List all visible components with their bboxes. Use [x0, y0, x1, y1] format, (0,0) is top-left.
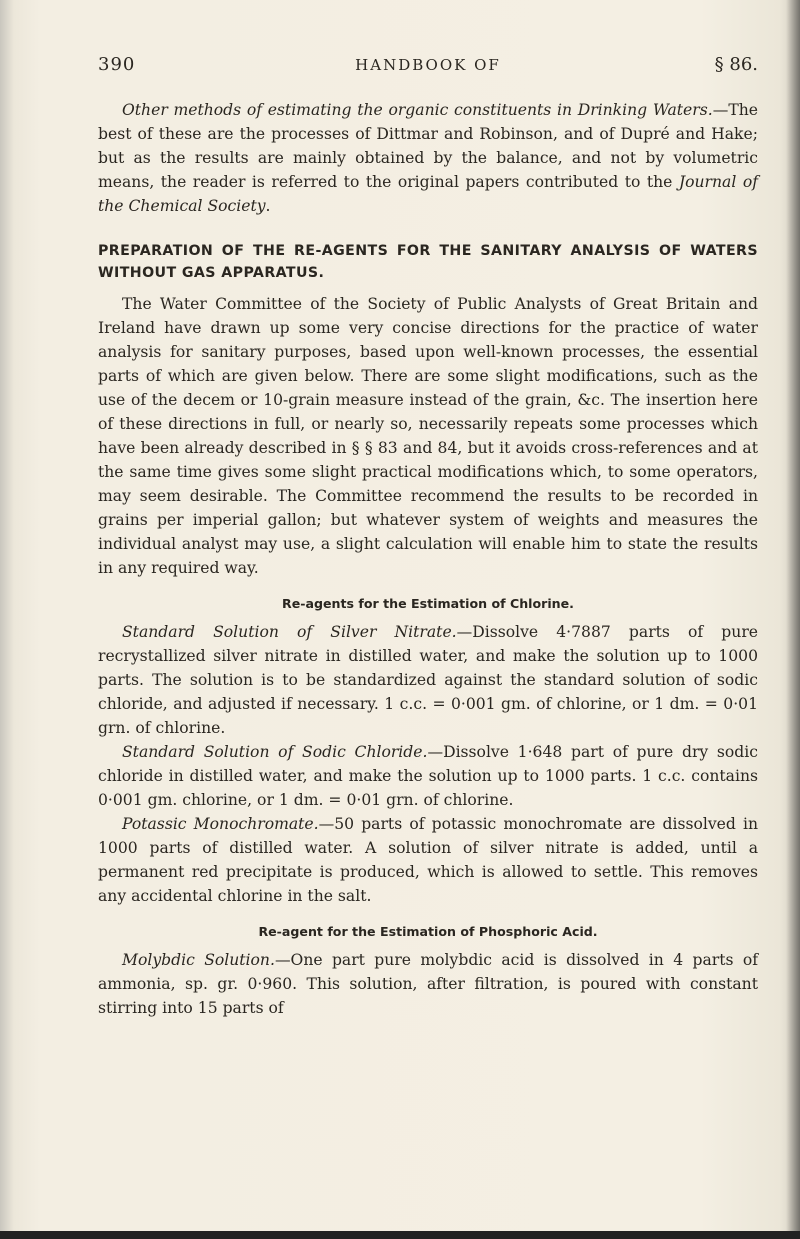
potassic-monochromate-paragraph	[98, 812, 758, 908]
molybdic-text: —One part pure molybdic acid is dissolved in 4 parts of ammonia, sp. gr. 0·960. This solution, after filtration, is poured with constant stirring into 15 parts of	[98, 951, 758, 1017]
potassic-monochromate-title: Potassic Monochromate.	[122, 815, 319, 833]
potassic-monochromate-text: —50 parts of potassic monochromate are dissolved in 1000 parts of distilled water. A solution of silver nitrate is added, until a permanent red precipitate is produced, which is allowed to settle. This removes any accidental chlorine in the salt.	[98, 815, 759, 905]
bottom-edge	[0, 1231, 800, 1239]
molybdic-title: Molybdic Solution.	[122, 951, 275, 969]
silver-nitrate-paragraph	[98, 620, 758, 740]
journal-name: Journal of the Chemical Society	[98, 173, 758, 215]
binding-shadow	[786, 0, 800, 1239]
silver-nitrate-title: Standard Solution of Silver Nitrate.	[122, 623, 457, 641]
intro-text: —The best of these are the processes of Dittmar and Robinson, and of Dupré and Hake; but as the results are mainly obtained by the balance, and not by volumetric means, the reader is referred to the original papers contributed to the	[98, 101, 758, 191]
intro-paragraph	[98, 98, 758, 218]
committee-paragraph: The Water Committee of the Society of Public Analysts of Great Britain and Ireland have drawn up some very concise directions for the practice of water analysis for sanitary purposes, based upon well-known processes, the essential parts of which are given below. There are some slight modifications, such as the use of the decem or 10-grain measure instead of the grain, &c. The insertion here of these directions in full, or nearly so, necessarily repeats some processes which have been already described in § § 83 and 84, but it avoids cross-references and at the same time gives some slight practical modifications which, to some operators, may seem desirable. The Committee recommend the results to be recorded in grains per imperial gallon; but whatever system of weights and measures the individual analyst may use, a slight calculation will enable him to state the results in any required way.	[98, 295, 758, 577]
page-header	[98, 54, 758, 84]
molybdic-paragraph	[98, 948, 758, 1020]
page-number: 390	[98, 54, 136, 75]
intro-title: Other methods of estimating the organic constituents in Drinking Waters.	[122, 101, 713, 119]
sodic-chloride-title: Standard Solution of Sodic Chloride.	[122, 743, 428, 761]
intro-end: .	[265, 197, 271, 215]
chlorine-subheading: Re-agents for the Estimation of Chlorine.	[282, 596, 574, 611]
phosphoric-subheading: Re-agent for the Estimation of Phosphoric Acid.	[258, 924, 598, 939]
silver-nitrate-text: —Dissolve 4·7887 parts of pure recrystallized silver nitrate in distilled water, and make the solution up to 1000 parts. The solution is to be standardized against the standard solution of sodic chloride, and adjusted if necessary. 1 c.c. = 0·001 gm. of chlorine, or 1 dm. = 0·01 grn. of chlorine.	[98, 623, 759, 737]
page-body	[98, 98, 758, 1020]
section-reference: § 86.	[714, 54, 758, 75]
sodic-chloride-paragraph	[98, 740, 758, 812]
running-title: HANDBOOK OF	[355, 56, 501, 74]
sodic-chloride-text: —Dissolve 1·648 part of pure dry sodic chloride in distilled water, and make the solution up to 1000 parts. 1 c.c. contains 0·001 gm. chlorine, or 1 dm. = 0·01 grn. of chlorine.	[98, 743, 758, 809]
main-heading: PREPARATION OF THE RE-AGENTS FOR THE SANITARY ANALYSIS OF WATERS WITHOUT GAS APPARATUS.	[98, 243, 758, 281]
